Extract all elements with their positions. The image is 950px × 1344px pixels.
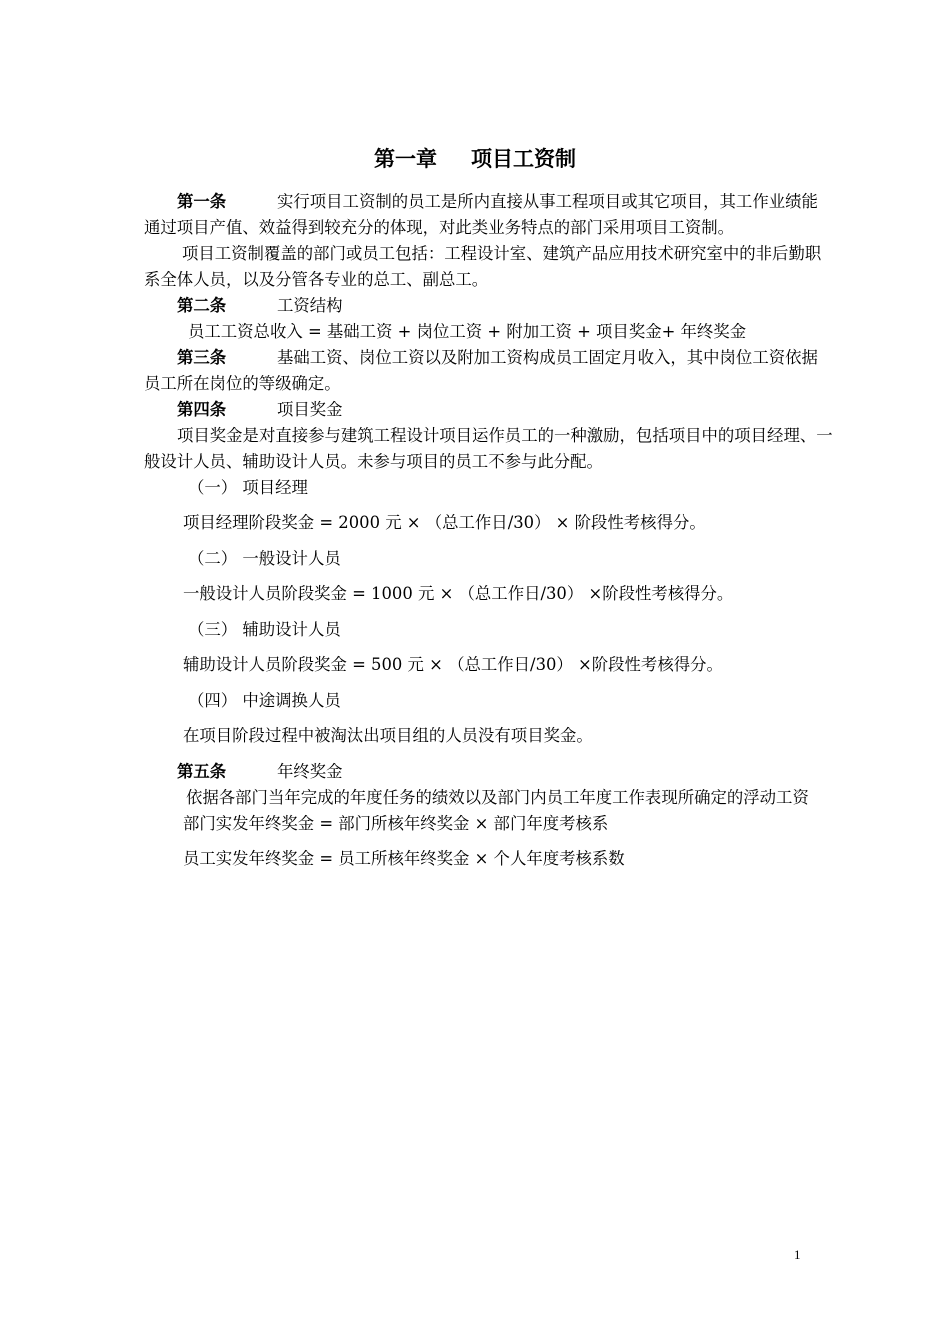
article-2-label: 第二条 (177, 296, 227, 315)
item-heading: （一） 项目经理 (188, 478, 308, 497)
article-2 (144, 293, 834, 319)
article-4-label: 第四条 (177, 400, 227, 419)
item-heading: （三） 辅助设计人员 (188, 620, 341, 639)
article-4-text: 项目奖金是对直接参与建筑工程设计项目运作员工的一种激励，包括项目中的项目经理、一般设计人员、辅助设计人员。未参与项目的员工不参与此分配。 (144, 426, 833, 471)
article-4-heading: 项目奖金 (277, 400, 343, 419)
article-1-scope: 项目工资制覆盖的部门或员工包括：工程设计室、建筑产品应用技术研究室中的非后勤职系全体人员，以及分管各专业的总工、副总工。 (144, 244, 822, 289)
chapter-name: 项目工资制 (471, 147, 576, 171)
page-number: 1 (794, 1247, 801, 1262)
article-3 (144, 345, 834, 397)
item-heading: （二） 一般设计人员 (188, 549, 341, 568)
salary-formula: 员工工资总收入 = 基础工资 + 岗位工资 + 附加工资 + 项目奖金+ 年终奖金 (188, 322, 747, 341)
item-formula: 一般设计人员阶段奖金 = 1000 元 × （总工作日/30） ×阶段性考核得分。 (183, 584, 734, 603)
dept-bonus-formula: 部门实发年终奖金 = 部门所核年终奖金 × 部门年度考核系 (183, 814, 609, 833)
article-5 (144, 759, 834, 785)
chapter-number: 第一章 (374, 147, 437, 171)
item-formula: 在项目阶段过程中被淘汰出项目组的人员没有项目奖金。 (183, 726, 593, 745)
staff-bonus-formula: 员工实发年终奖金 = 员工所核年终奖金 × 个人年度考核系数 (183, 849, 625, 868)
item-heading: （四） 中途调换人员 (188, 691, 341, 710)
chapter-title (0, 143, 950, 173)
article-1-label: 第一条 (177, 192, 227, 211)
article-2-heading: 工资结构 (277, 296, 343, 315)
article-5-text: 依据各部门当年完成的年度任务的绩效以及部门内员工年度工作表现所确定的浮动工资 (186, 788, 809, 807)
article-3-label: 第三条 (177, 348, 227, 367)
article-1-text: 实行项目工资制的员工是所内直接从事工程项目或其它项目，其工作业绩能通过项目产值、效益得到较充分的体现，对此类业务特点的部门采用项目工资制。 (144, 192, 818, 237)
document-body (144, 189, 834, 872)
article-4 (144, 397, 834, 423)
article-3-text: 基础工资、岗位工资以及附加工资构成员工固定月收入，其中岗位工资依据员工所在岗位的等级确定。 (144, 348, 818, 393)
article-5-heading: 年终奖金 (277, 762, 343, 781)
item-formula: 项目经理阶段奖金 = 2000 元 × （总工作日/30） × 阶段性考核得分。 (183, 513, 706, 532)
article-1 (144, 189, 834, 241)
article-5-label: 第五条 (177, 762, 227, 781)
item-formula: 辅助设计人员阶段奖金 = 500 元 × （总工作日/30） ×阶段性考核得分。 (183, 655, 723, 674)
